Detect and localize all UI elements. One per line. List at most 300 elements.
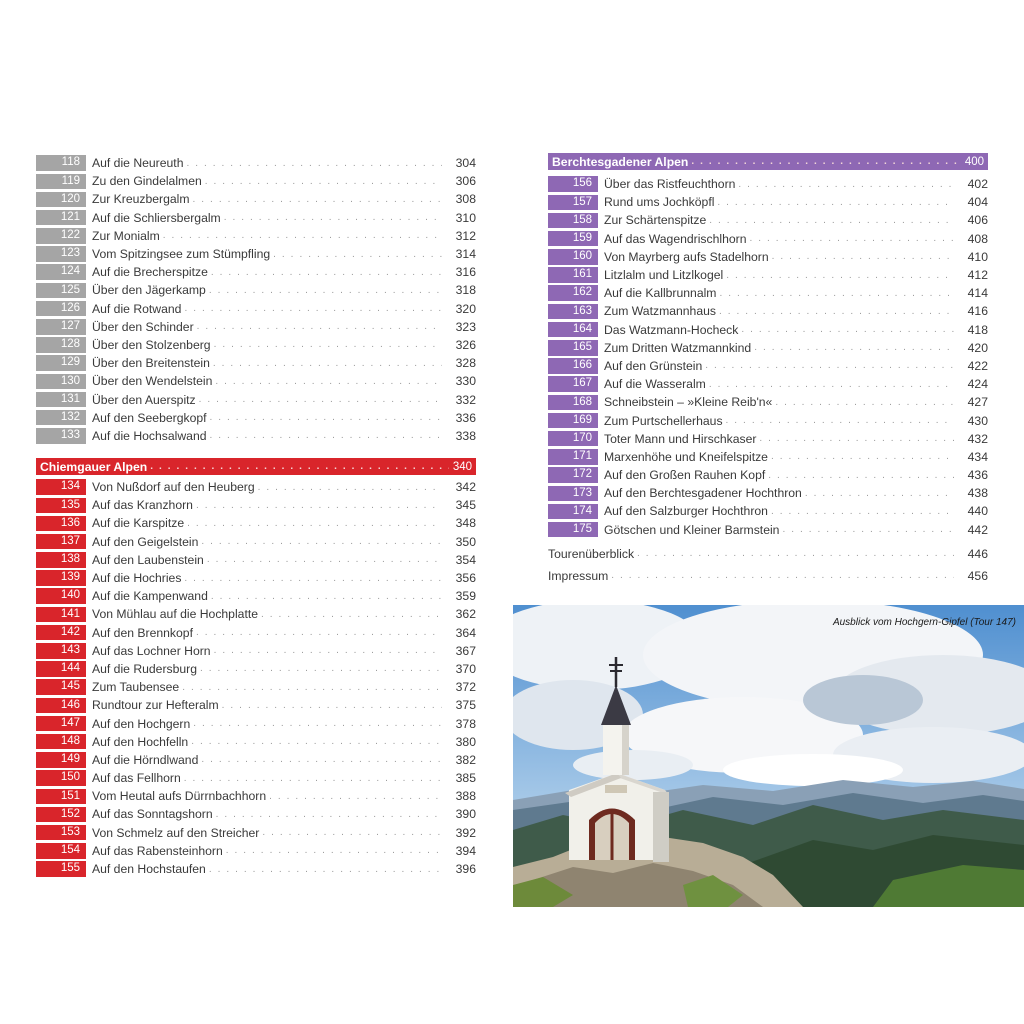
tour-number-badge: 136 <box>36 516 86 532</box>
tour-number-badge: 174 <box>548 504 598 520</box>
leader-dots <box>691 156 960 167</box>
page-number: 410 <box>967 249 988 264</box>
toc-entry[interactable] <box>548 248 988 266</box>
extra-title: Impressum <box>548 568 609 583</box>
page-number: 412 <box>967 268 988 283</box>
section-header-berchtesgaden[interactable] <box>548 153 988 170</box>
page-number: 416 <box>967 304 988 319</box>
tour-number-badge: 143 <box>36 643 86 659</box>
toc-entry[interactable] <box>548 466 988 484</box>
page-number: 330 <box>455 374 476 389</box>
leader-dots <box>210 412 442 423</box>
section-title: Berchtesgadener Alpen <box>552 154 689 169</box>
toc-entry[interactable] <box>36 190 476 208</box>
leader-dots <box>269 791 442 802</box>
page-number: 308 <box>455 192 476 207</box>
leader-dots <box>214 339 442 350</box>
tour-title: Auf den Berchtesgadener Hochthron <box>604 486 802 501</box>
tour-title: Zur Schärtenspitze <box>604 213 707 228</box>
tour-number-badge: 146 <box>36 698 86 714</box>
tour-title: Zum Watzmannhaus <box>604 304 716 319</box>
tour-title: Auf den Hochfelln <box>92 734 189 749</box>
tour-number-badge: 169 <box>548 413 598 429</box>
toc-entry[interactable] <box>548 211 988 229</box>
tour-title: Auf den Grünstein <box>604 358 703 373</box>
leader-dots <box>193 718 442 729</box>
leader-dots <box>226 845 442 856</box>
page-number: 456 <box>967 568 988 583</box>
tour-number-badge: 172 <box>548 467 598 483</box>
tour-title: Auf den Laubenstein <box>92 552 204 567</box>
tour-number-badge: 130 <box>36 374 86 390</box>
tour-title: Rundtour zur Hefteralm <box>92 698 219 713</box>
toc-list-chiemgau <box>36 478 476 878</box>
tour-number-badge: 162 <box>548 285 598 301</box>
leader-dots <box>637 548 954 559</box>
toc-entry[interactable] <box>36 751 476 769</box>
page-number: 316 <box>455 265 476 280</box>
leader-dots <box>709 379 954 390</box>
tour-number-badge: 160 <box>548 249 598 265</box>
leader-dots <box>719 306 954 317</box>
toc-entry[interactable] <box>36 354 476 372</box>
toc-entry[interactable] <box>36 409 476 427</box>
toc-entry[interactable] <box>36 624 476 642</box>
leader-dots <box>196 500 442 511</box>
toc-entry[interactable] <box>36 300 476 318</box>
tour-number-badge: 164 <box>548 322 598 338</box>
page-number: 345 <box>455 498 476 513</box>
tour-title: Auf die Kampenwand <box>92 589 208 604</box>
tour-title: Auf die Neureuth <box>92 156 184 171</box>
page-number: 328 <box>455 356 476 371</box>
toc-entry[interactable] <box>36 605 476 623</box>
tour-number-badge: 145 <box>36 679 86 695</box>
tour-number-badge: 135 <box>36 498 86 514</box>
tour-title: Über das Ristfeuchthorn <box>604 177 736 192</box>
tour-number-badge: 118 <box>36 155 86 171</box>
page-number: 332 <box>455 392 476 407</box>
tour-title: Auf den Brennkopf <box>92 625 193 640</box>
leader-dots <box>262 827 442 838</box>
toc-entry[interactable] <box>548 430 988 448</box>
leader-dots <box>726 415 954 426</box>
leader-dots <box>210 430 443 441</box>
page-number: 350 <box>455 534 476 549</box>
tour-number-badge: 153 <box>36 825 86 841</box>
leader-dots <box>186 158 442 169</box>
leader-dots <box>150 461 449 472</box>
chapel-landscape-illustration <box>513 605 1024 907</box>
tour-number-badge: 140 <box>36 588 86 604</box>
tour-title: Auf das Sonntagshorn <box>92 807 213 822</box>
page-number: 306 <box>455 174 476 189</box>
page-number: 310 <box>455 210 476 225</box>
leader-dots <box>750 233 955 244</box>
page-number: 434 <box>967 449 988 464</box>
leader-dots <box>163 230 442 241</box>
leader-dots <box>754 342 954 353</box>
toc-entry[interactable] <box>36 860 476 878</box>
leader-dots <box>211 267 442 278</box>
leader-dots <box>222 700 442 711</box>
tour-title: Auf die Karspitze <box>92 516 185 531</box>
tour-number-badge: 156 <box>548 176 598 192</box>
page-number: 422 <box>967 358 988 373</box>
tour-number-badge: 159 <box>548 231 598 247</box>
toc-entry[interactable] <box>36 478 476 496</box>
tour-number-badge: 149 <box>36 752 86 768</box>
tour-number-badge: 132 <box>36 410 86 426</box>
page-number: 320 <box>455 301 476 316</box>
toc-list-berchtesgaden <box>548 175 988 539</box>
tour-number-badge: 123 <box>36 246 86 262</box>
leader-dots <box>184 773 442 784</box>
page-number: 427 <box>967 395 988 410</box>
page-number: 312 <box>455 228 476 243</box>
page-number: 440 <box>967 504 988 519</box>
tour-title: Auf das Kranzhorn <box>92 498 193 513</box>
leader-dots <box>200 663 442 674</box>
tour-title: Über den Schinder <box>92 319 194 334</box>
page-number: 424 <box>967 377 988 392</box>
page-number: 326 <box>455 337 476 352</box>
tour-number-badge: 127 <box>36 319 86 335</box>
toc-entry[interactable] <box>548 302 988 320</box>
toc-entry[interactable] <box>36 733 476 751</box>
leader-dots <box>768 470 954 481</box>
tour-title: Auf die Kallbrunnalm <box>604 286 717 301</box>
toc-entry[interactable] <box>36 496 476 514</box>
tour-number-badge: 125 <box>36 283 86 299</box>
tour-title: Toter Mann und Hirschkaser <box>604 431 757 446</box>
toc-entry[interactable] <box>548 521 988 539</box>
page-number: 372 <box>455 680 476 695</box>
page-number: 378 <box>455 716 476 731</box>
page-number: 314 <box>455 247 476 262</box>
tour-number-badge: 170 <box>548 431 598 447</box>
leader-dots <box>772 251 954 262</box>
tour-number-badge: 165 <box>548 340 598 356</box>
tour-title: Zum Purtschellerhaus <box>604 413 723 428</box>
leader-dots <box>214 645 442 656</box>
tour-title: Zum Dritten Watzmannkind <box>604 340 752 355</box>
toc-entry[interactable] <box>36 336 476 354</box>
tour-title: Von Nußdorf auf den Heuberg <box>92 480 255 495</box>
leader-dots <box>216 809 442 820</box>
toc-entry[interactable] <box>548 266 988 284</box>
page-number: 420 <box>967 340 988 355</box>
leader-dots <box>726 270 954 281</box>
tour-title: Auf die Wasseralm <box>604 377 706 392</box>
tour-title: Das Watzmann-Hocheck <box>604 322 739 337</box>
tour-title: Über den Stolzenberg <box>92 337 211 352</box>
tour-title: Von Schmelz auf den Streicher <box>92 825 260 840</box>
page-number: 392 <box>455 825 476 840</box>
page-number: 304 <box>455 156 476 171</box>
toc-entry[interactable] <box>36 805 476 823</box>
leader-dots <box>205 176 442 187</box>
toc-entry[interactable] <box>36 227 476 245</box>
toc-entry[interactable] <box>548 375 988 393</box>
page-number: 406 <box>967 213 988 228</box>
page-number: 402 <box>967 177 988 192</box>
toc-left-top <box>36 154 476 445</box>
page-number: 356 <box>455 571 476 586</box>
page-number: 336 <box>455 410 476 425</box>
tour-title: Zur Monialm <box>92 228 160 243</box>
tour-title: Über den Auerspitz <box>92 392 196 407</box>
page-number: 370 <box>455 661 476 676</box>
photo-caption: Ausblick vom Hochgern-Gipfel (Tour 147) <box>832 617 1016 628</box>
leader-dots <box>717 197 954 208</box>
leader-dots <box>273 249 442 260</box>
leader-dots <box>705 360 954 371</box>
tour-number-badge: 168 <box>548 395 598 411</box>
toc-list-grey <box>36 154 476 445</box>
tour-number-badge: 138 <box>36 552 86 568</box>
leader-dots <box>741 324 954 335</box>
leader-dots <box>805 488 954 499</box>
toc-entry[interactable] <box>36 427 476 445</box>
toc-entry[interactable] <box>548 484 988 502</box>
tour-number-badge: 154 <box>36 843 86 859</box>
extra-title: Tourenüberblick <box>548 546 635 561</box>
tour-title: Von Mühlau auf die Hochplatte <box>92 607 259 622</box>
tour-number-badge: 134 <box>36 479 86 495</box>
tour-title: Über den Wendelstein <box>92 374 213 389</box>
toc-entry[interactable] <box>36 281 476 299</box>
page-number: 414 <box>967 286 988 301</box>
leader-dots <box>209 864 442 875</box>
leader-dots <box>775 397 954 408</box>
page-number: 342 <box>455 480 476 495</box>
toc-chiemgau-section <box>36 458 476 878</box>
leader-dots <box>261 609 442 620</box>
tour-number-badge: 119 <box>36 174 86 190</box>
toc-entry[interactable] <box>548 502 988 520</box>
toc-entry[interactable] <box>548 284 988 302</box>
page-number: 418 <box>967 322 988 337</box>
page-number: 438 <box>967 486 988 501</box>
page-number: 430 <box>967 413 988 428</box>
page-number: 323 <box>455 319 476 334</box>
toc-entry[interactable] <box>548 230 988 248</box>
leader-dots <box>759 433 954 444</box>
tour-title: Auf den Hochgern <box>92 716 191 731</box>
section-header-chiemgau[interactable] <box>36 458 476 475</box>
tour-number-badge: 144 <box>36 661 86 677</box>
tour-title: Zur Kreuzbergalm <box>92 192 190 207</box>
page-number: 436 <box>967 468 988 483</box>
tour-number-badge: 167 <box>548 376 598 392</box>
tour-number-badge: 126 <box>36 301 86 317</box>
toc-entry[interactable] <box>36 787 476 805</box>
toc-entry[interactable] <box>36 696 476 714</box>
page-number: 364 <box>455 625 476 640</box>
page-number: 396 <box>455 862 476 877</box>
toc-entry[interactable] <box>36 514 476 532</box>
toc-entry[interactable] <box>548 321 988 339</box>
toc-entry[interactable] <box>36 318 476 336</box>
leader-dots <box>211 591 442 602</box>
tour-number-badge: 163 <box>548 304 598 320</box>
page-number: 338 <box>455 428 476 443</box>
tour-title: Auf die Brecherspitze <box>92 265 208 280</box>
tour-number-badge: 137 <box>36 534 86 550</box>
toc-entry[interactable] <box>36 172 476 190</box>
tour-number-badge: 155 <box>36 861 86 877</box>
section-title: Chiemgauer Alpen <box>40 459 148 474</box>
page-number: 388 <box>455 789 476 804</box>
tour-title: Von Mayrberg aufs Stadelhorn <box>604 249 769 264</box>
toc-extra-entry[interactable] <box>548 565 988 587</box>
toc-entry[interactable] <box>36 390 476 408</box>
leader-dots <box>719 288 954 299</box>
page-number: 394 <box>455 843 476 858</box>
page-number: 318 <box>455 283 476 298</box>
toc-entry[interactable] <box>36 842 476 860</box>
toc-entry[interactable] <box>548 357 988 375</box>
page-number: 382 <box>455 752 476 767</box>
leader-dots <box>201 536 442 547</box>
page-number: 354 <box>455 552 476 567</box>
leader-dots <box>771 506 954 517</box>
leader-dots <box>184 573 442 584</box>
tour-title: Auf den Hochstaufen <box>92 862 206 877</box>
leader-dots <box>611 570 954 581</box>
toc-entry[interactable] <box>36 769 476 787</box>
page-number: 359 <box>455 589 476 604</box>
tour-title: Auf die Schliersbergalm <box>92 210 221 225</box>
tour-title: Auf das Rabensteinhorn <box>92 843 223 858</box>
toc-entry[interactable] <box>36 569 476 587</box>
tour-number-badge: 157 <box>548 195 598 211</box>
tour-title: Auf das Fellhorn <box>92 771 181 786</box>
tour-number-badge: 122 <box>36 228 86 244</box>
tour-number-badge: 124 <box>36 264 86 280</box>
leader-dots <box>182 682 442 693</box>
leader-dots <box>184 303 442 314</box>
tour-number-badge: 142 <box>36 625 86 641</box>
toc-entry[interactable] <box>548 448 988 466</box>
page-number: 442 <box>967 522 988 537</box>
toc-entry[interactable] <box>36 660 476 678</box>
tour-title: Götschen und Kleiner Barmstein <box>604 522 780 537</box>
leader-dots <box>191 736 442 747</box>
tour-title: Auf die Hochsalwand <box>92 428 207 443</box>
tour-number-badge: 129 <box>36 355 86 371</box>
toc-entry[interactable] <box>36 209 476 227</box>
tour-number-badge: 148 <box>36 734 86 750</box>
toc-entry[interactable] <box>548 175 988 193</box>
leader-dots <box>199 394 442 405</box>
toc-entry[interactable] <box>36 154 476 172</box>
tour-title: Rund ums Jochköpfl <box>604 195 715 210</box>
tour-title: Auf das Lochner Horn <box>92 643 211 658</box>
tour-title: Vom Spitzingsee zum Stümpfling <box>92 247 271 262</box>
toc-entry[interactable] <box>36 245 476 263</box>
tour-title: Über den Breitenstein <box>92 356 210 371</box>
tour-number-badge: 171 <box>548 449 598 465</box>
toc-entry[interactable] <box>36 551 476 569</box>
page-number: 408 <box>967 231 988 246</box>
photo-chapel-summit <box>513 605 1024 907</box>
toc-entry[interactable] <box>36 372 476 390</box>
leader-dots <box>213 358 442 369</box>
toc-entry[interactable] <box>36 642 476 660</box>
tour-title: Auf die Rotwand <box>92 301 182 316</box>
tour-number-badge: 151 <box>36 789 86 805</box>
tour-title: Schneibstein – »Kleine Reib'n« <box>604 395 773 410</box>
tour-number-badge: 147 <box>36 716 86 732</box>
toc-entry[interactable] <box>36 263 476 281</box>
leader-dots <box>738 179 954 190</box>
toc-entry[interactable] <box>36 824 476 842</box>
leader-dots <box>197 321 442 332</box>
tour-number-badge: 173 <box>548 486 598 502</box>
leader-dots <box>258 482 442 493</box>
tour-title: Auf den Geigelstein <box>92 534 199 549</box>
leader-dots <box>196 627 442 638</box>
leader-dots <box>215 376 442 387</box>
tour-number-badge: 131 <box>36 392 86 408</box>
tour-number-badge: 161 <box>548 267 598 283</box>
tour-title: Zu den Gindelalmen <box>92 174 202 189</box>
toc-entry[interactable] <box>36 678 476 696</box>
tour-number-badge: 152 <box>36 807 86 823</box>
leader-dots <box>187 518 442 529</box>
page-number: 380 <box>455 734 476 749</box>
tour-title: Vom Heutal aufs Dürrnbachhorn <box>92 789 267 804</box>
leader-dots <box>224 212 442 223</box>
tour-number-badge: 128 <box>36 337 86 353</box>
section-page: 340 <box>452 460 472 473</box>
page-number: 367 <box>455 643 476 658</box>
toc-entry[interactable] <box>548 339 988 357</box>
tour-number-badge: 150 <box>36 770 86 786</box>
toc-entry[interactable] <box>548 411 988 429</box>
leader-dots <box>193 194 442 205</box>
toc-extra-entry[interactable] <box>548 543 988 565</box>
tour-title: Litzlalm und Litzlkogel <box>604 268 724 283</box>
toc-entry[interactable] <box>36 587 476 605</box>
page-number: 348 <box>455 516 476 531</box>
toc-entry[interactable] <box>548 193 988 211</box>
leader-dots <box>709 215 954 226</box>
tour-number-badge: 158 <box>548 213 598 229</box>
tour-title: Auf die Hörndlwand <box>92 752 199 767</box>
toc-entry[interactable] <box>36 533 476 551</box>
tour-title: Auf das Wagendrischlhorn <box>604 231 747 246</box>
toc-berchtesgaden-section <box>548 153 988 587</box>
tour-number-badge: 175 <box>548 522 598 538</box>
tour-number-badge: 166 <box>548 358 598 374</box>
tour-number-badge: 133 <box>36 428 86 444</box>
page-number: 432 <box>967 431 988 446</box>
toc-entry[interactable] <box>36 714 476 732</box>
section-page: 400 <box>964 155 984 168</box>
tour-number-badge: 141 <box>36 607 86 623</box>
tour-number-badge: 121 <box>36 210 86 226</box>
toc-entry[interactable] <box>548 393 988 411</box>
tour-title: Auf die Hochries <box>92 571 182 586</box>
page-number: 390 <box>455 807 476 822</box>
tour-title: Über den Jägerkamp <box>92 283 206 298</box>
tour-title: Zum Taubensee <box>92 680 180 695</box>
page-number: 385 <box>455 771 476 786</box>
leader-dots <box>209 285 442 296</box>
